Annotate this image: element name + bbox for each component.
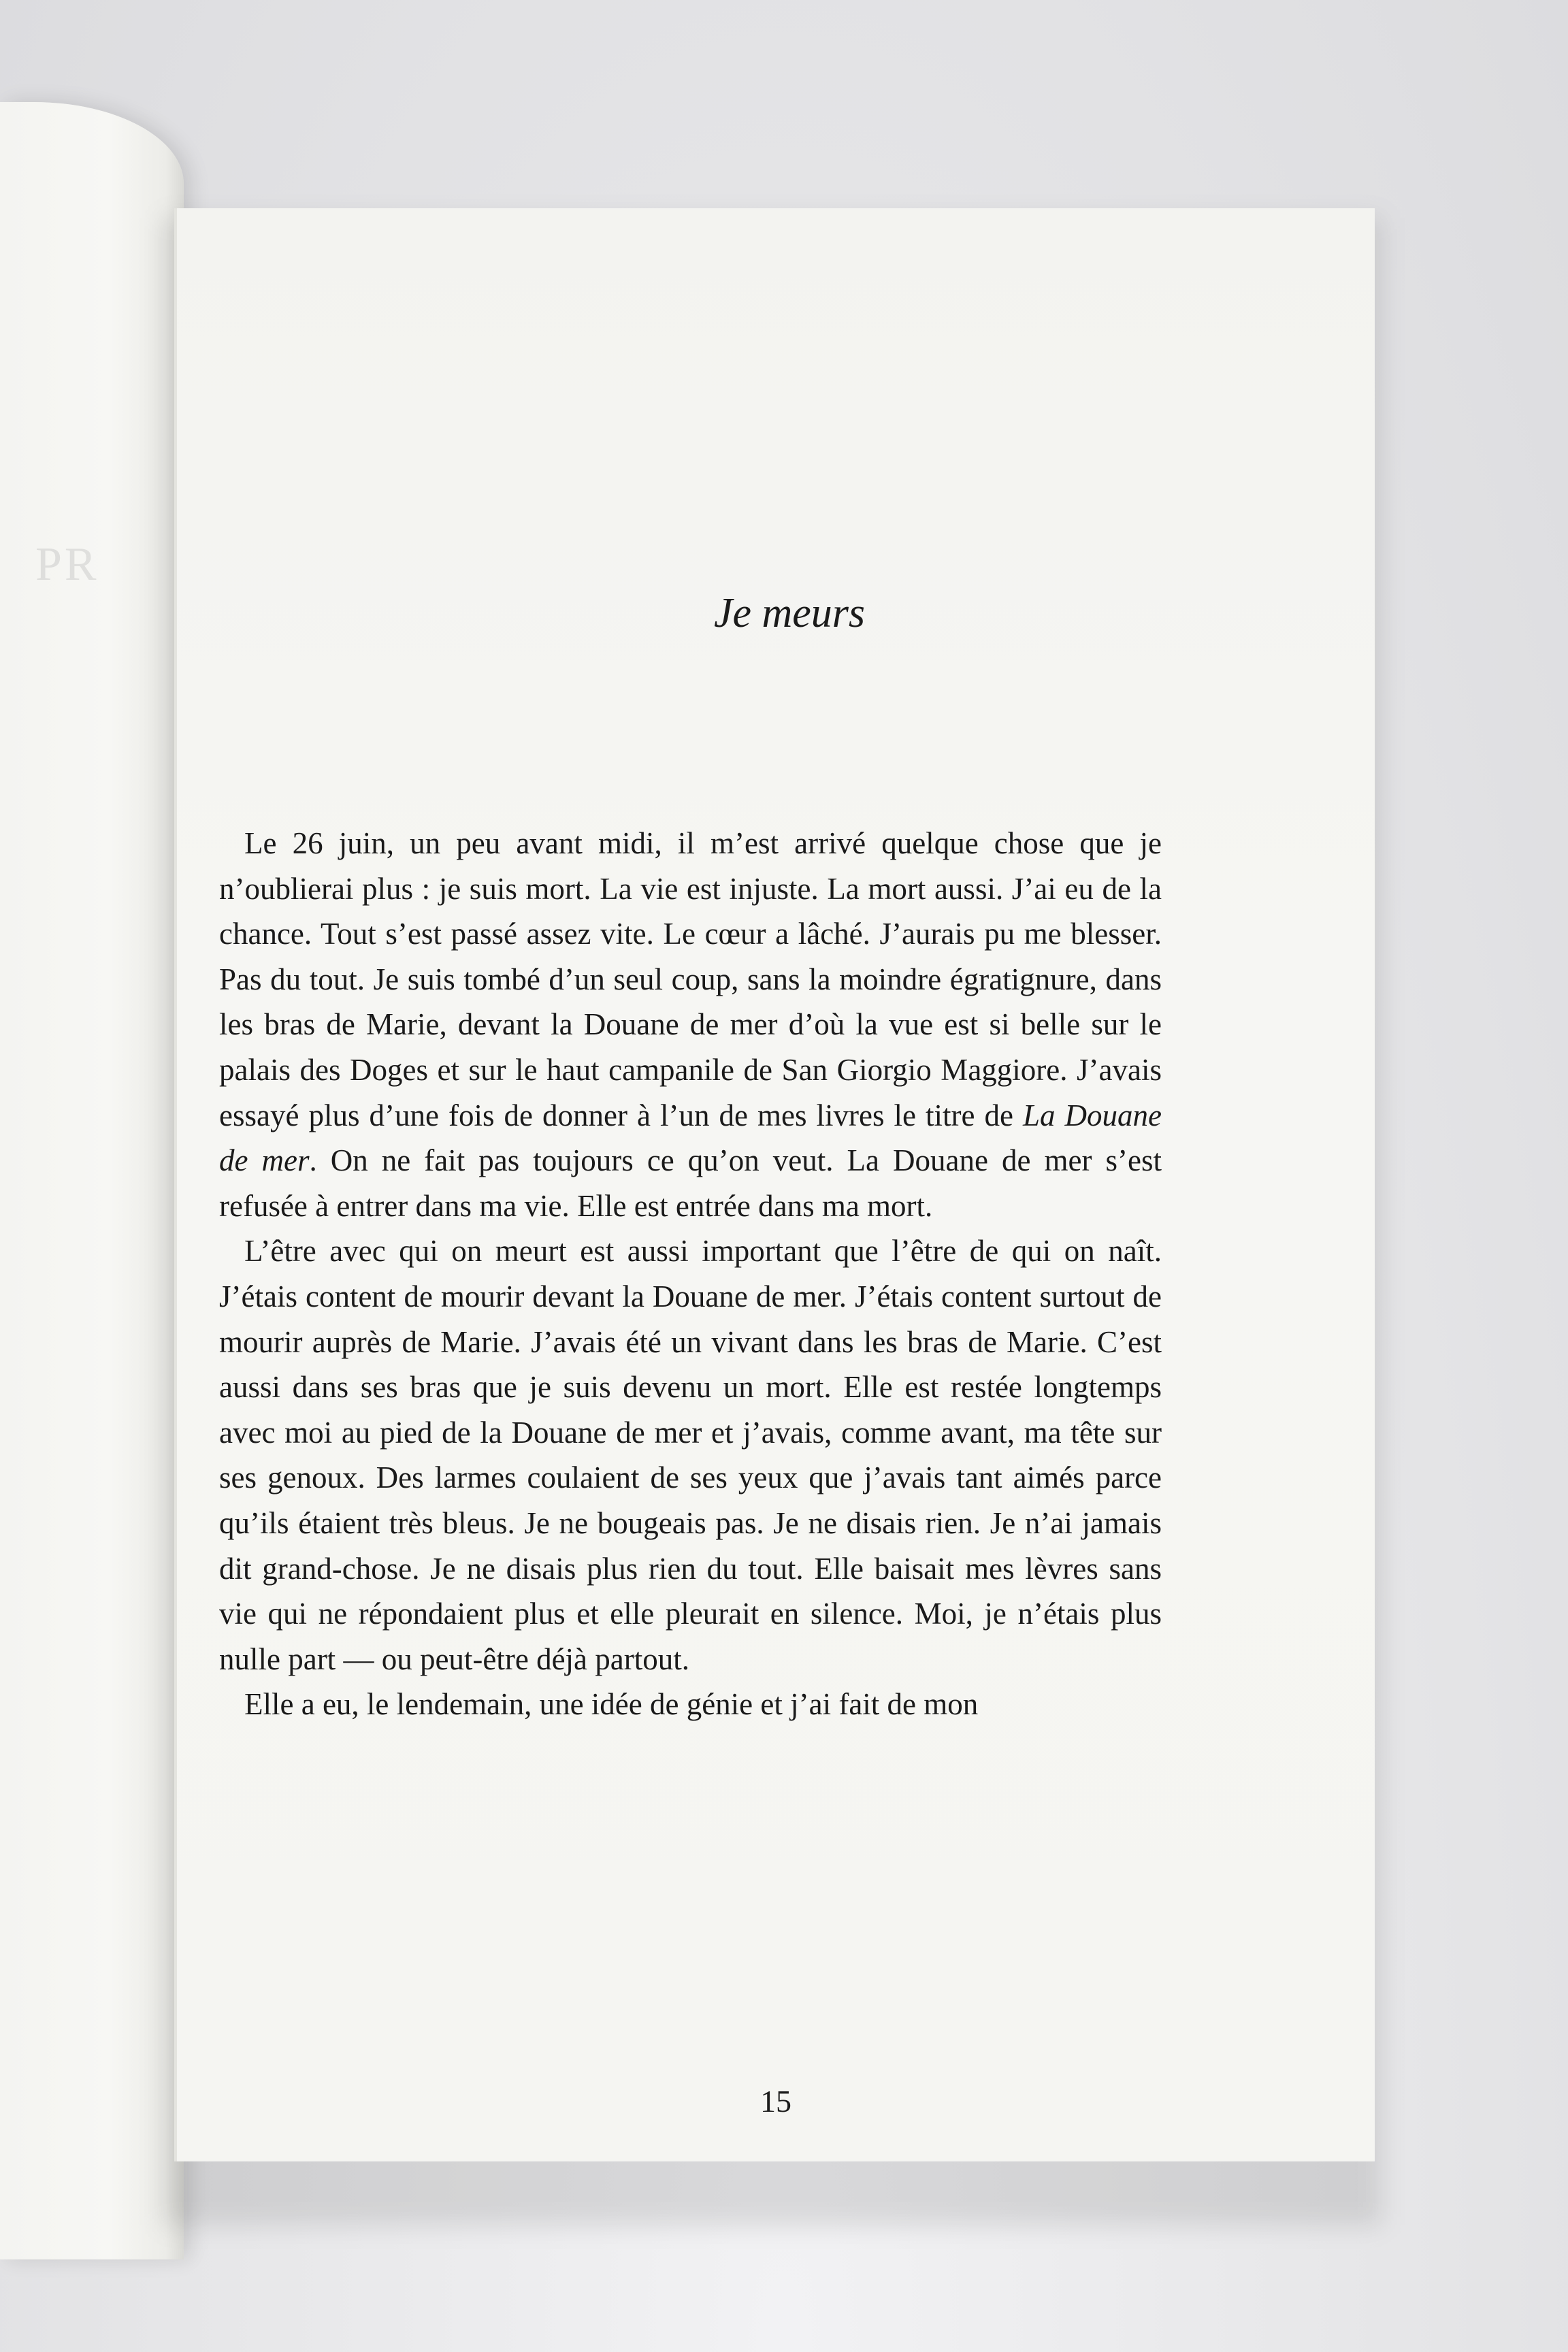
book-page [174,208,1375,2161]
chapter-title: Je meurs [713,590,866,636]
paragraph-3 [219,1682,1162,1727]
chapter-body [219,821,1162,1727]
paragraph-1 [219,821,1162,1228]
show-through-text [204,382,1157,741]
book-title-italic: La Douane de mer [219,1098,1162,1178]
paragraph-2-text: L’être avec qui on meurt est aussi important que l’être de qui on naît. J’étais content de mourir devant la Douane de mer. J’étais content surtout de mourir auprès de Marie. J’avais été un vivant dans les bras de Marie. C’est aussi dans ses bras que je suis devenu un mort. Elle est restée longtemps avec moi au pied de la Douane de mer et j’avais, comme avant, ma tête sur ses genoux. Des larmes coulaient de ses yeux que j’avais tant aimés parce qu’ils étaient très bleus. Je ne bougeais pas. Je ne disais rien. Je n’ai jamais dit grand-chose. Je ne disais plus rien du tout. Elle baisait mes lèvres sans vie qui ne répondaient plus et elle pleurait en silence. Moi, je n’étais plus nulle part — ou peut-être déjà partout. [219,1234,1162,1676]
paragraph-3-text: Elle a eu, le lendemain, une idée de génie et j’ai fait de mon [244,1687,979,1722]
previous-page-heading-fragment: PR [35,538,99,591]
page-number: 15 [760,2084,791,2119]
paragraph-1-text-a: Le 26 juin, un peu avant midi, il m’est arrivé quelque chose que je n’oublierai plus : je suis mort. La vie est injuste. La mort aussi. J’ai eu de la chance. Tout s’est passé assez vite. Le cœur a lâché. J’aurais pu me blesser. Pas du tout. Je suis tombé d’un seul coup, sans la moindre égratignure, dans les bras de Marie, devant la Douane de mer d’où la vue est si belle sur le palais des Doges et sur le haut campanile de San Giorgio Maggiore. J’avais essayé plus d’une fois de donner à l’un de mes livres le titre de [219,826,1162,1132]
paragraph-1-text-b: . On ne fait pas toujours ce qu’on veut. La Douane de mer s’est refusée à entrer dans ma vie. Elle est entrée dans ma mort. [219,1143,1162,1223]
paragraph-2 [219,1228,1162,1682]
previous-page [0,102,184,2259]
